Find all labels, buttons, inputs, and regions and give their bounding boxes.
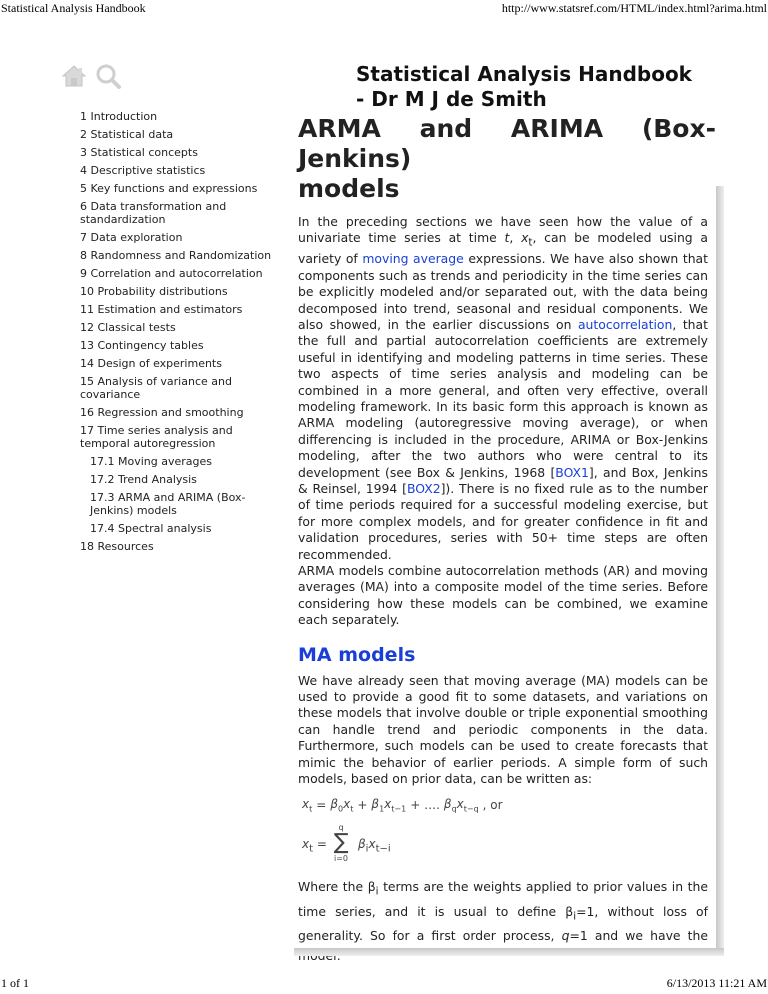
toc-link[interactable]: 3 Statistical concepts <box>80 146 198 159</box>
toc-link[interactable]: 13 Contingency tables <box>80 339 204 352</box>
toc-item[interactable] <box>80 424 278 450</box>
where-q: q <box>561 928 570 944</box>
ma-paragraph: We have already seen that moving average (MA) models can be used to provide a good fit to some datasets, and variations on these models that involve double or triple exponential smoothing can handle trend and periodic components in the data. Furthermore, such models can be used to create forecasts that mimic the behavior of earlier periods. A simple form of such models, based on prior data, can be written as: <box>298 672 708 787</box>
where-beta: β <box>367 879 376 895</box>
toc-link[interactable]: 17.2 Trend Analysis <box>90 473 197 486</box>
toc-link[interactable]: 18 Resources <box>80 540 154 553</box>
print-footer-datetime: 6/13/2013 11:21 AM <box>666 976 767 990</box>
f1-beta1-sub: 1 <box>379 804 385 814</box>
f1-or: , or <box>482 798 503 813</box>
intro-text: , can be modeled using a variety of <box>298 230 709 267</box>
toc-item[interactable] <box>80 267 278 280</box>
page-title-line2: models <box>298 174 400 203</box>
toc-item[interactable] <box>80 339 278 352</box>
toc-link[interactable]: 17.1 Moving averages <box>90 455 212 468</box>
toc-item[interactable] <box>80 406 278 419</box>
print-header-title: Statistical Analysis Handbook <box>1 1 146 15</box>
toc-link[interactable]: 10 Probability distributions <box>80 285 228 298</box>
f1-dots: + …. <box>410 798 440 813</box>
var-x: x <box>521 230 529 246</box>
site-title: Statistical Analysis Handbook - Dr M J de Smith <box>356 62 692 111</box>
panel-shadow-bottom <box>294 948 724 956</box>
panel-shadow <box>716 186 724 950</box>
f2-sigma: ∑ <box>333 830 349 856</box>
link-box2[interactable]: BOX2 <box>406 480 441 496</box>
toc-link[interactable]: 5 Key functions and expressions <box>80 182 258 195</box>
f1-beta0-sub: 0 <box>337 804 344 814</box>
var-x-sub: t <box>528 236 533 249</box>
toc-item[interactable] <box>80 110 278 123</box>
toc-item[interactable] <box>80 522 278 535</box>
toc-link[interactable]: 2 Statistical data <box>80 128 174 141</box>
f2-lower: i=0 <box>333 854 348 864</box>
f2-x: x <box>368 837 376 852</box>
toc-link[interactable]: 12 Classical tests <box>80 321 176 334</box>
f1-xq-sub: t−q <box>463 804 479 814</box>
content-panel <box>288 56 716 948</box>
toc-link[interactable]: 17.4 Spectral analysis <box>90 522 212 535</box>
intro-text: , <box>509 230 522 246</box>
f1-eq: = <box>316 798 327 813</box>
f1-beta1: β <box>371 797 380 812</box>
toc-link[interactable]: 15 Analysis of variance and covariance <box>80 375 232 401</box>
intro-paragraph <box>298 214 708 563</box>
toc-item[interactable] <box>80 321 278 334</box>
toc-item[interactable] <box>80 473 278 486</box>
toc-item[interactable] <box>80 540 278 553</box>
intro-text: expressions. We have also shown that components such as trends and periodicity in the time series can be explicitly modeled and/or separated out, with the data being decomposed into trend, seasonal and residual components. We also showed, in the earlier discussions on <box>298 251 709 332</box>
f2-beta-sub: i <box>365 843 369 855</box>
toc-item[interactable] <box>80 164 278 177</box>
where-text: Where the <box>298 879 368 895</box>
sigma-symbol <box>326 823 356 863</box>
intro-text: ], and Box, Jenkins & Reinsel, 1994 [ <box>298 464 708 496</box>
print-header-url: http://www.statsref.com/HTML/index.html?arima.html <box>501 1 767 15</box>
f2-lhs: x <box>302 837 310 852</box>
link-moving-average[interactable]: moving average <box>362 251 464 267</box>
page-title <box>298 114 716 204</box>
f1-betaq: β <box>443 797 452 812</box>
ma-models-heading: MA models <box>298 643 416 666</box>
toc-item[interactable] <box>80 200 278 226</box>
f1-plus: + <box>357 798 368 813</box>
where-beta-sub: i <box>375 885 379 898</box>
toc-item[interactable] <box>80 303 278 316</box>
f1-x0: x <box>343 797 351 812</box>
toc-link[interactable]: 17.3 ARMA and ARIMA (Box-Jenkins) models <box>90 491 246 517</box>
search-icon[interactable] <box>94 62 122 90</box>
toc-item[interactable] <box>80 249 278 262</box>
toc-item[interactable] <box>80 375 278 401</box>
f1-xq: x <box>456 797 464 812</box>
intro-text: ]). There is no fixed rule as to the number of time periods required for a successful modeling exercise, but for more complex models, and for greater confidence in fit and validation procedures, series with 50+ time steps are often recommended. <box>298 480 708 562</box>
toc-link[interactable]: 16 Regression and smoothing <box>80 406 244 419</box>
f1-x1-sub: t−1 <box>391 804 407 814</box>
f2-lhs-sub: t <box>309 843 314 855</box>
toc-link[interactable]: 7 Data exploration <box>80 231 183 244</box>
f1-lhs-sub: t <box>309 804 313 814</box>
f1-x0-sub: t <box>350 804 354 814</box>
page-title-line1: ARMA and ARIMA (Box-Jenkins) <box>298 114 716 173</box>
icon-bar <box>60 62 122 90</box>
toc-item[interactable] <box>80 128 278 141</box>
where-text: terms are the weights applied to prior values in the time series, and it is usual to define <box>298 879 708 919</box>
link-autocorrelation[interactable]: autocorrelation <box>577 316 673 332</box>
toc-link[interactable]: 1 Introduction <box>80 110 158 123</box>
var-t: t <box>504 230 510 246</box>
toc-link[interactable]: 8 Randomness and Randomization <box>80 249 272 262</box>
toc-link[interactable]: 6 Data transformation and standardization <box>80 200 227 226</box>
toc-item[interactable] <box>80 491 278 517</box>
intro-text: In the preceding sections we have seen how the value of a univariate time series at time <box>298 214 708 246</box>
toc-link[interactable]: 4 Descriptive statistics <box>80 164 206 177</box>
link-box1[interactable]: BOX1 <box>555 464 589 480</box>
print-footer-page: 1 of 1 <box>1 976 29 990</box>
where-beta2: β <box>565 903 574 919</box>
where-beta2-sub: i <box>573 910 577 923</box>
f2-beta: β <box>358 837 366 852</box>
toc-item[interactable] <box>80 357 278 370</box>
toc-link[interactable]: 17 Time series analysis and temporal autoregression <box>80 424 233 450</box>
f2-x-sub: t−i <box>375 843 391 855</box>
f1-betaq-sub: q <box>451 804 457 814</box>
home-icon[interactable] <box>60 62 88 90</box>
print-footer <box>0 976 768 994</box>
intro-text: , that the full and partial autocorrelation coefficients are extremely useful in identifying and modeling patterns in time series. These two aspects of time series analysis and modeling can be combined in a more general, and often very effective, overall modeling framework. In its basic form this approach is known as ARMA modeling (autoregressive moving average), or when differencing is included in the procedure, ARIMA or Box-Jenkins modeling, after the two authors who were central to its development (see Box & Jenkins, 1968 [ <box>298 316 708 480</box>
toc-item[interactable] <box>80 146 278 159</box>
f1-beta0: β <box>330 797 338 812</box>
where-text: =1 and we have the <box>569 928 708 944</box>
f2-eq: = <box>316 837 327 852</box>
toc-item[interactable] <box>80 182 278 195</box>
toc-item[interactable] <box>80 231 278 244</box>
toc-item[interactable] <box>80 285 278 298</box>
where-text: =1, without loss of generality. So for a first order process, <box>298 903 708 944</box>
arma-paragraph: ARMA models combine autocorrelation methods (AR) and moving averages (MA) into a composite model of the time series. Before considering how these models can be combined, we examine each separately. <box>298 563 708 628</box>
ma-sum-formula <box>302 823 716 867</box>
toc-link[interactable]: 9 Correlation and autocorrelation <box>80 267 263 280</box>
toc-link[interactable]: 11 Estimation and estimators <box>80 303 243 316</box>
f1-lhs: x <box>302 797 310 812</box>
toc-item[interactable] <box>80 455 278 468</box>
ma-formula <box>302 793 716 817</box>
sidebar-toc <box>80 110 278 558</box>
toc-link[interactable]: 14 Design of experiments <box>80 357 222 370</box>
print-header <box>0 1 768 17</box>
f2-upper: q <box>338 823 344 833</box>
f1-x1: x <box>384 797 392 812</box>
